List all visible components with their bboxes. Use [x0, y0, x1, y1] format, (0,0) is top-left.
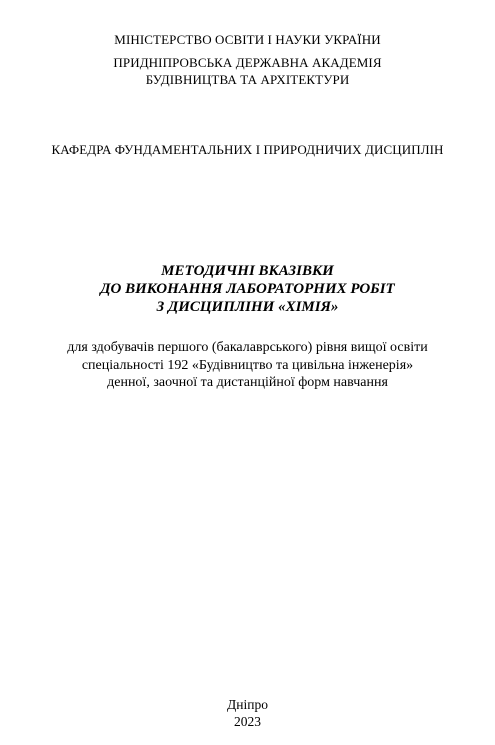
publication-city: Дніпро	[227, 697, 268, 712]
audience-line1: для здобувачів першого (бакалаврського) рівня вищої освіти	[67, 340, 428, 355]
audience-line2: спеціальності 192 «Будівництво та цивільна інженерія»	[81, 358, 414, 373]
document-title-line2: ДО ВИКОНАННЯ ЛАБОРАТОРНИХ РОБІТ	[100, 281, 395, 297]
academy-name-line1: ПРИДНІПРОВСЬКА ДЕРЖАВНА АКАДЕМІЯ	[113, 55, 382, 70]
ministry-name: МІНІСТЕРСТВО ОСВІТИ І НАУКИ УКРАЇНИ	[114, 32, 381, 47]
document-title-line3: З ДИСЦИПЛІНИ «ХІМІЯ»	[156, 299, 339, 315]
audience-line3: денної, заочної та дистанційної форм навчання	[107, 375, 388, 390]
academy-name-line2: БУДІВНИЦТВА ТА АРХІТЕКТУРИ	[145, 72, 350, 87]
document-title-line1: МЕТОДИЧНІ ВКАЗІВКИ	[161, 263, 334, 279]
publication-year: 2023	[234, 714, 261, 729]
department-name: КАФЕДРА ФУНДАМЕНТАЛЬНИХ І ПРИРОДНИЧИХ ДИСЦИПЛІН	[51, 142, 444, 157]
